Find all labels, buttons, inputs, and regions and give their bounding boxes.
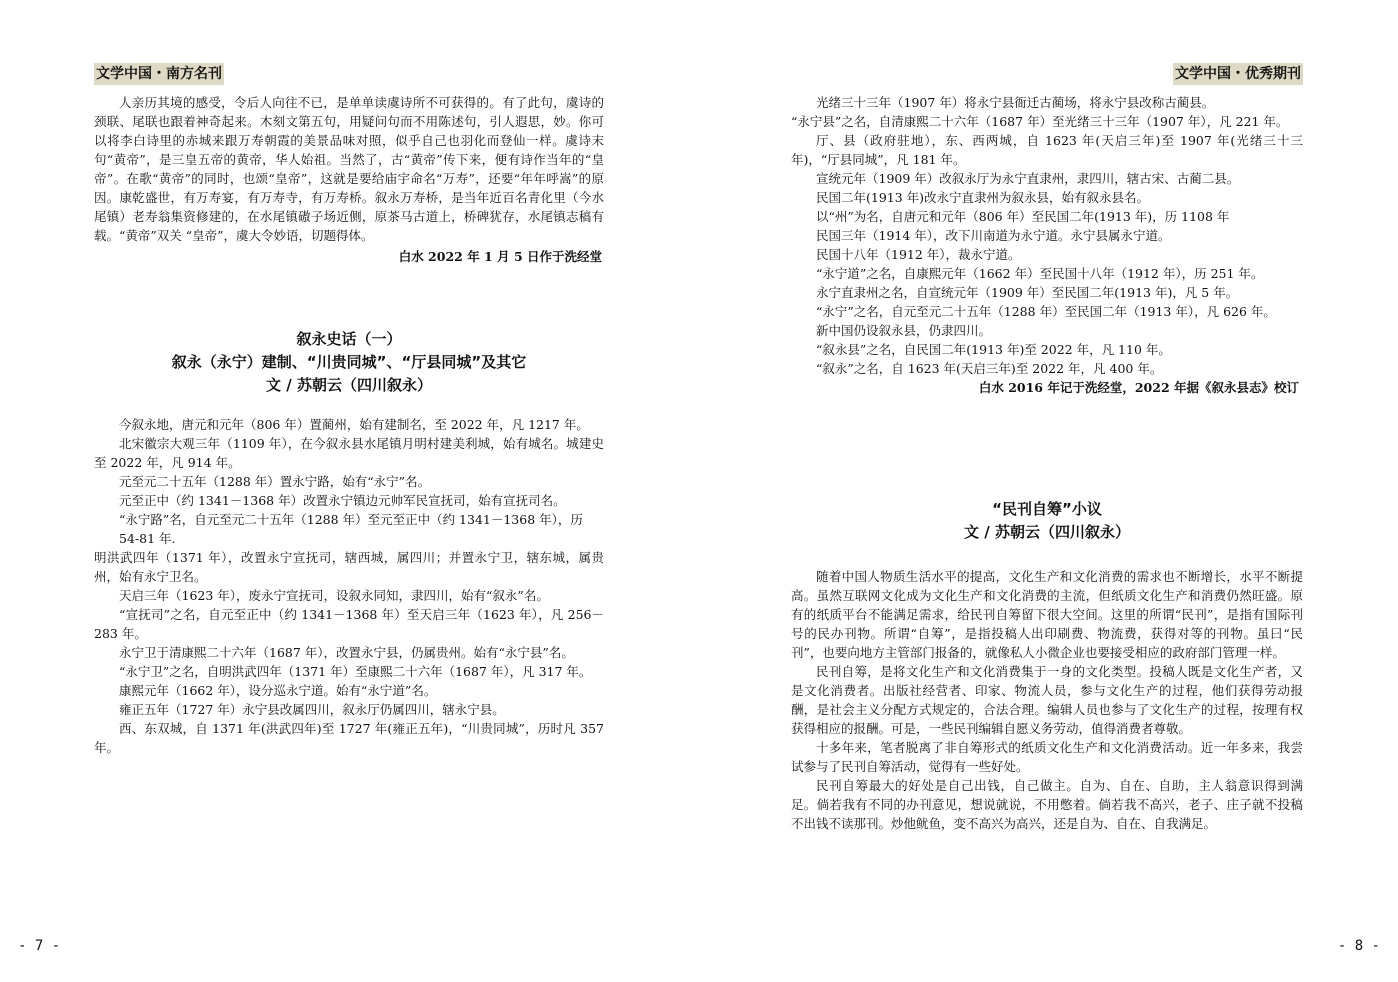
- body-paragraph: “永宁县”之名，自清康熙二十六年（1687 年）至光绪三十三年（1907 年），凡 221 年。: [791, 114, 1289, 129]
- left-article-body: [94, 415, 604, 757]
- body-paragraph: “叙永”之名，自 1623 年(天启三年)至 2022 年，凡 400 年。: [816, 361, 1163, 376]
- body-paragraph: 随着中国人物质生活水平的提高，文化生产和文化消费的需求也不断增长，水平不断提高。虽然互联网文化成为文化生产和文化消费的主流，但纸质文化生产和消费仍然旺盛。原有的纸质平台不能满足需求，给民刊自筹留下很大空间。这里的所谓“民刊”，是指有国际刊号的民办刊物。所谓“自筹”，是指投稿人出印刷费、物流费，获得对等的刊物。虽曰“民刊”，也要向地方主管部门报备的，就像私人小微企业也要接受相应的政府部门管理一样。: [791, 569, 1303, 660]
- right-page-number: - 8 -: [1337, 938, 1380, 954]
- body-paragraph: 十多年来，笔者脱离了非自筹形式的纸质文化生产和文化消费活动。近一年多来，我尝试参与了民刊自筹活动，觉得有一些好处。: [791, 740, 1303, 774]
- body-paragraph: 54-81 年.: [119, 531, 176, 546]
- body-paragraph: 民国三年（1914 年），改下川南道为永宁道。永宁县属永宁道。: [816, 228, 1171, 243]
- body-paragraph: 新中国仍设叙永县，仍隶四川。: [816, 323, 992, 338]
- body-paragraph: 永宁卫于清康熙二十六年（1687 年），改置永宁县，仍属贵州。始有“永宁县”名。: [119, 645, 574, 660]
- body-paragraph: 以“州”为名，自唐元和元年（806 年）至民国二年(1913 年)，历 1108 年: [816, 209, 1230, 224]
- body-paragraph: “永宁道”之名，自康熙元年（1662 年）至民国十八年（1912 年），历 251 年。: [816, 266, 1264, 281]
- body-paragraph: 天启三年（1623 年），废永宁宣抚司，设叙永同知，隶四川，始有“叙永”名。: [119, 588, 549, 603]
- left-article-subtitle: 叙永（永宁）建制、“川贵同城”、“厅县同城”及其它: [171, 353, 527, 371]
- body-paragraph: 民国十八年（1912 年），裁永宁道。: [816, 247, 1021, 262]
- body-paragraph: 元至正中（约 1341－1368 年）改置永宁镇边元帅军民宣抚司，始有宣抚司名。: [119, 493, 566, 508]
- body-paragraph: 民刊自筹最大的好处是自己出钱，自己做主。自为、自在、自助，主人翁意识得到满足。倘若我有不同的办刊意见，想说就说，不用憋着。倘若我不高兴，老子、庄子就不投稿不出钱不读那刊。炒他鱿鱼，变不高兴为高兴，还是自为、自在、自我满足。: [791, 778, 1303, 831]
- right-page: [699, 0, 1398, 982]
- body-paragraph: “永宁路”名，自元至元二十五年（1288 年）至元至正中（约 1341－1368 年），历: [119, 512, 583, 527]
- left-intro-paragraph: 人亲历其境的感受，令后人向往不已，是单单读虞诗所不可获得的。有了此句，虞诗的颈联、尾联也跟着神奇起来。木刻文第五句，用疑问句而不用陈述句，引人遐思，妙。你可以将李白诗里的赤城来跟万寿朝霞的美景品味对照，似乎自己也羽化而登仙一样。虞诗末句“黄帝”，是三皇五帝的黄帝，华人始祖。当然了，古“黄帝”传下来，便有诗作当年的“皇帝”。在歌“黄帝”的同时，也颂“皇帝”，这就是要给庙宇命名“万寿”，还要“年年呼嵩”的原因。康乾盛世，有万寿宴，有万寿寺，有万寿桥。叙永万寿桥，是当年近百名青化里（今水尾镇）老寿翁集资修建的，在水尾镇磝子场近侧，原茶马古道上，桥碑犹存，水尾镇志稿有载。“黄帝”双关 “皇帝”，虞大令妙语，切题得体。: [94, 95, 604, 243]
- body-paragraph: “永宁”之名，自元至元二十五年（1288 年）至民国二年（1913 年），凡 626 年。: [816, 304, 1276, 319]
- left-intro-signature: 白水 2022 年 1 月 5 日作于洗经堂: [398, 249, 602, 264]
- right-article-author: 文 / 苏朝云（四川叙永）: [964, 523, 1130, 541]
- body-paragraph: 厅、县（政府驻地），东、西两城，自 1623 年(天启三年)至 1907 年(光绪三十三年)，“厅县同城”，凡 181 年。: [791, 133, 1303, 167]
- left-intro-section: [94, 93, 604, 266]
- body-paragraph: “永宁卫”之名，自明洪武四年（1371 年）至康熙二十六年（1687 年），凡 317 年。: [119, 664, 592, 679]
- body-paragraph: 今叙永地，唐元和元年（806 年）置蔺州，始有建制名，至 2022 年，凡 1217 年。: [119, 417, 589, 432]
- body-paragraph: “宣抚司”之名，自元至正中（约 1341－1368 年）至天启三年（1623 年），凡 256－283 年。: [94, 607, 604, 641]
- right-signature: 白水 2016 年记于洗经堂，2022 年据《叙永县志》校订: [978, 380, 1299, 395]
- right-running-header: 文学中国・优秀期刊: [1173, 63, 1303, 85]
- body-paragraph: “叙永县”之名，自民国二年(1913 年)至 2022 年，凡 110 年。: [816, 342, 1171, 357]
- body-paragraph: 宣统元年（1909 年）改叙永厅为永宁直隶州，隶四川，辖古宋、古蔺二县。: [816, 171, 1240, 186]
- right-continued-section: [791, 93, 1303, 397]
- body-paragraph: 民刊自筹，是将文化生产和文化消费集于一身的文化类型。投稿人既是文化生产者，又是文化消费者。出版社经营者、印家、物流人员，参与文化生产的过程，他们获得劳动报酬，是社会主义分配方式规定的，合法合理。编辑人员也参与了文化生产的过程，按理有权获得相应的报酬。可是，一些民刊编辑自愿义务劳动，值得消费者尊敬。: [791, 664, 1303, 736]
- body-paragraph: 光绪三十三年（1907 年）将永宁县衙迁古蔺场，将永宁县改称古蔺县。: [816, 95, 1215, 110]
- body-paragraph: 元至元二十五年（1288 年）置永宁路，始有“永宁”名。: [119, 474, 431, 489]
- right-article-title: “民刊自筹”小议: [992, 500, 1102, 518]
- body-paragraph: 永宁直隶州之名，自宣统元年（1909 年）至民国二年(1913 年)，凡 5 年。: [816, 285, 1239, 300]
- body-paragraph: 雍正五年（1727 年）永宁县改属四川，叙永厅仍属四川，辖永宁县。: [119, 702, 505, 717]
- right-article-heading: [791, 498, 1303, 544]
- left-article-author: 文 / 苏朝云（四川叙永）: [266, 376, 432, 394]
- left-article-heading: [94, 328, 604, 397]
- body-paragraph: 北宋徽宗大观三年（1109 年），在今叙永县水尾镇月明村建美利城，始有城名。城建史至 2022 年，凡 914 年。: [94, 436, 604, 470]
- left-article-title: 叙永史话（一）: [296, 330, 402, 348]
- body-paragraph: 康熙元年（1662 年），设分巡永宁道。始有“永宁道”名。: [119, 683, 437, 698]
- left-running-header: 文学中国・南方名刊: [94, 63, 224, 85]
- body-paragraph: 明洪武四年（1371 年），改置永宁宣抚司，辖西城，属四川；并置永宁卫，辖东城，属贵州，始有永宁卫名。: [94, 550, 604, 584]
- right-article-body: [791, 567, 1303, 833]
- body-paragraph: 西、东双城，自 1371 年(洪武四年)至 1727 年(雍正五年)，“川贵同城”，历时凡 357 年。: [94, 721, 604, 755]
- body-paragraph: 民国二年(1913 年)改永宁直隶州为叙永县，始有叙永县名。: [816, 190, 1150, 205]
- left-page-number: - 7 -: [18, 938, 61, 954]
